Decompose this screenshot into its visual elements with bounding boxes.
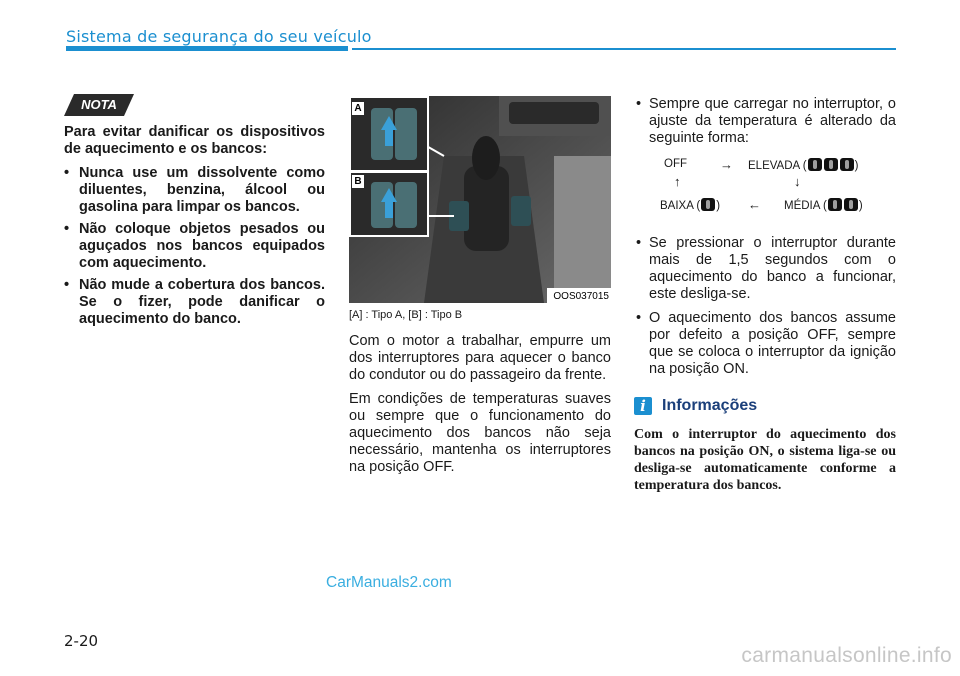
watermark: carmanualsonline.info — [741, 644, 952, 667]
cycle-off: OFF — [664, 158, 687, 170]
info-body: Com o interruptor do aquecimento dos bancos na posição ON, o sistema liga-se ou desliga-se automaticamente conforme a temperatura dos bancos. — [634, 427, 896, 493]
page-number: 2-20 — [64, 632, 99, 650]
seat-heater-switch-photo — [349, 96, 611, 303]
seat-heat-icon — [828, 198, 842, 211]
right-text — [634, 96, 896, 147]
note-badge — [64, 94, 134, 116]
arrow-left: ← — [748, 197, 761, 212]
info-title: Informações — [662, 397, 758, 414]
seat-heat-icon — [808, 158, 822, 171]
right-bullets — [634, 235, 896, 385]
watermark-link[interactable]: CarManuals2.com — [326, 574, 452, 591]
seat-heat-icon — [701, 198, 715, 211]
seat-heat-icon — [844, 198, 858, 211]
temperature-cycle-diagram — [634, 152, 896, 218]
seat-heat-icon — [840, 158, 854, 171]
cycle-medium: MÉDIA ( ) — [784, 200, 863, 212]
info-icon: i — [634, 397, 652, 415]
bullet-cycle-intro: • Sempre que carregar no interruptor, o ajuste da temperatura é alterado da seguinte forma: — [634, 96, 896, 147]
arrow-right: → — [720, 157, 733, 172]
arrow-down: ↓ — [794, 174, 801, 189]
note-bullet: • Não coloque objetos pesados ou aguçados nos bancos equipados com aquecimento. — [64, 221, 325, 272]
figure-caption: [A] : Tipo A, [B] : Tipo B — [349, 309, 463, 321]
header-accent-bar — [66, 46, 348, 51]
figure-label-a: A — [352, 102, 364, 115]
note-bullet: • Não mude a cobertura dos bancos. Se o fizer, pode danificar o aquecimento do banco. — [64, 277, 325, 328]
note-badge-label: NOTA — [81, 97, 117, 112]
cycle-high: ELEVADA ( ) — [748, 160, 859, 172]
figure-code: OOS037015 — [553, 291, 609, 302]
figure-label-b: B — [352, 175, 364, 188]
paragraph: Com o motor a trabalhar, empurre um dos interruptores para aquecer o banco do condutor ou do passageiro da frente. — [349, 333, 611, 383]
section-title: Sistema de segurança do seu veículo — [66, 27, 372, 46]
header-rule — [352, 48, 896, 50]
arrow-up: ↑ — [674, 174, 681, 189]
note-bullet: • Nunca use um dissolvente como diluentes, benzina, álcool ou gasolina para limpar os bancos. — [64, 165, 325, 216]
bullet: • O aquecimento dos bancos assume por defeito a posição OFF, sempre que se coloca o interruptor da ignição na posição ON. — [634, 310, 896, 378]
note-text — [64, 124, 325, 333]
note-intro: Para evitar danificar os dispositivos de aquecimento e os bancos: — [64, 124, 325, 157]
paragraph: Em condições de temperaturas suaves ou sempre que o funcionamento do aquecimento dos bancos não seja necessário, mantenha os interruptores na posição OFF. — [349, 391, 611, 475]
seat-heat-icon — [824, 158, 838, 171]
middle-text — [349, 333, 611, 483]
bullet: • Se pressionar o interruptor durante mais de 1,5 segundos com o aquecimento do banco a funcionar, este desliga-se. — [634, 235, 896, 303]
cycle-low: BAIXA ( ) — [660, 200, 721, 212]
